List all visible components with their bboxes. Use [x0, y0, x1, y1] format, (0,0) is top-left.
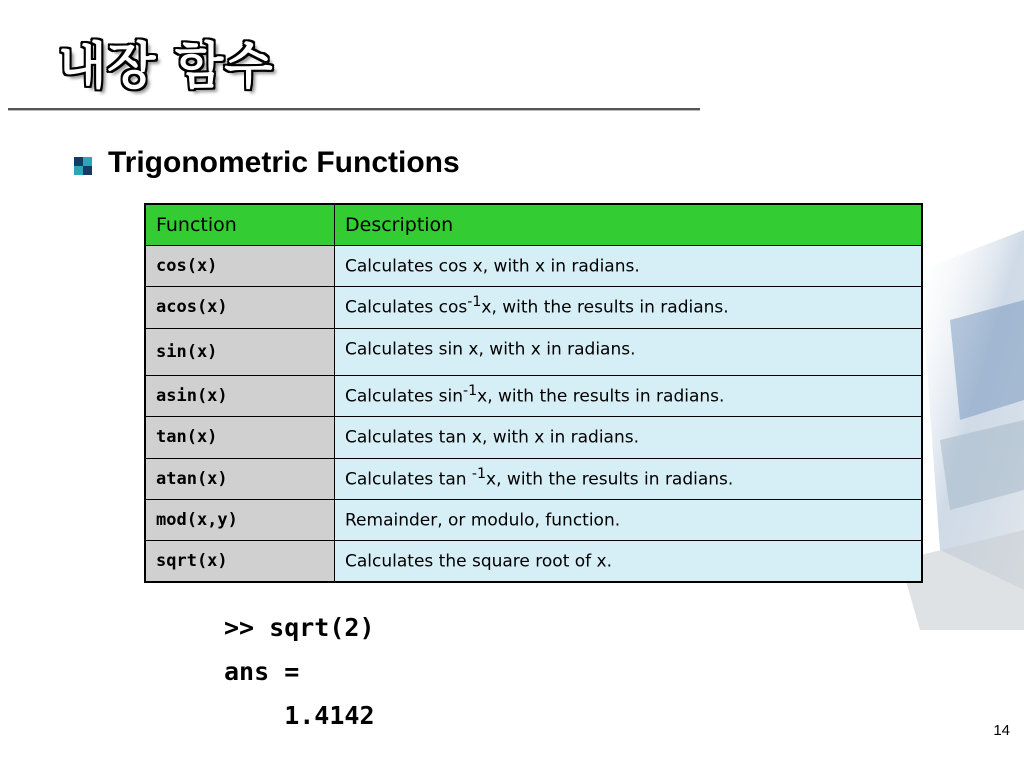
table-row: [145, 499, 922, 540]
page-number: 14: [993, 722, 1010, 739]
function-description: Calculates $\cos^{-1}x$, with the results in radians.: [335, 287, 923, 328]
slide-title: 내장 함수: [58, 37, 274, 95]
function-name: asin(x): [145, 375, 335, 416]
function-name: acos(x): [145, 287, 335, 328]
header-description: Description: [335, 204, 923, 246]
function-name: atan(x): [145, 458, 335, 499]
table-row: [145, 458, 922, 499]
function-description: Calculates sin x, with x in radians.: [335, 328, 923, 375]
console-output-label: ans =: [224, 657, 300, 686]
trig-functions-table: [144, 203, 923, 583]
function-description: Calculates tan $^{-1}$x, with the results in radians.: [335, 458, 923, 499]
header-function: Function: [145, 204, 335, 246]
console-example: [224, 606, 375, 738]
table-row: [145, 246, 922, 287]
function-description: Calculates cos x, with x in radians.: [335, 246, 923, 287]
function-description: Calculates the square root of x.: [335, 541, 923, 582]
function-name: sin(x): [145, 328, 335, 375]
table-header-row: [145, 204, 922, 246]
table-row: [145, 287, 922, 328]
table-row: [145, 328, 922, 375]
function-description: Calculates $\sin^{-1}x$, with the results in radians.: [335, 375, 923, 416]
square-bullet-icon: [74, 157, 92, 175]
function-name: sqrt(x): [145, 541, 335, 582]
function-name: cos(x): [145, 246, 335, 287]
function-name: tan(x): [145, 417, 335, 458]
section-heading: Trigonometric Functions: [108, 146, 460, 179]
function-description: Remainder, or modulo, function.: [335, 499, 923, 540]
console-output-value: 1.4142: [224, 701, 375, 730]
table-row: [145, 541, 922, 582]
function-name: mod(x,y): [145, 499, 335, 540]
title-divider: [8, 108, 700, 111]
console-command: >> sqrt(2): [224, 613, 375, 642]
table-row: [145, 417, 922, 458]
function-description: Calculates tan x, with x in radians.: [335, 417, 923, 458]
table-row: [145, 375, 922, 416]
